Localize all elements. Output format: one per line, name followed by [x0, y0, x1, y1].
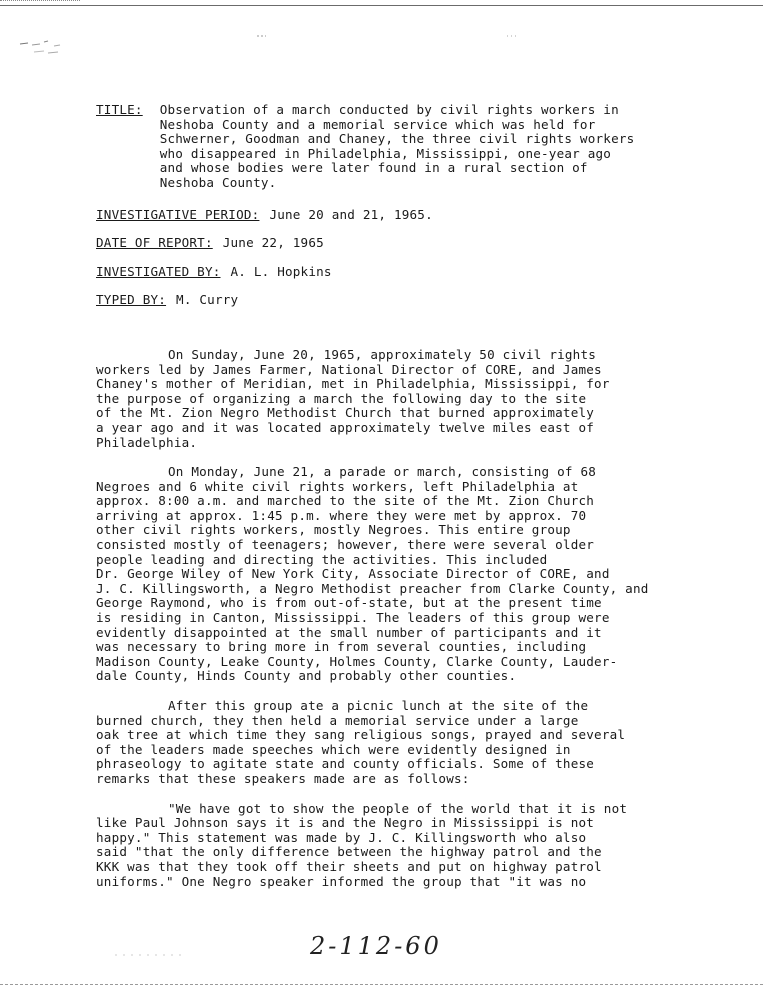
investigated-by-value: A. L. Hopkins: [230, 263, 332, 279]
report-body: [96, 348, 746, 889]
bottom-page-edge-line: [0, 984, 763, 987]
scan-artifact: [113, 952, 193, 958]
date-of-report-label: DATE OF REPORT:: [96, 235, 213, 251]
investigative-period-label: INVESTIGATIVE PERIOD:: [96, 206, 260, 222]
paragraph-speaker-quotes: "We have got to show the people of the world that it is not like Paul Johnson says it is and the Negro in Mississippi is not happy." This statement was made by J. C. Killingsworth who also said "that the only difference between the highway patrol and the KKK was that they took off their sheets and put on highway patrol uniforms." One Negro speaker informed the group that "it was no: [96, 800, 628, 889]
date-of-report-value: June 22, 1965: [222, 235, 324, 251]
date-of-report-field: [96, 236, 746, 251]
typed-by-value: M. Curry: [176, 292, 239, 308]
scan-artifact: [505, 33, 519, 39]
typed-by-label: TYPED BY:: [96, 292, 167, 308]
title-field: [96, 103, 746, 191]
investigated-by-field: [96, 265, 746, 280]
paragraph-memorial-service: After this group ate a picnic lunch at the site of the burned church, they then held a memorial service under a large oak tree at which time they sang religious songs, prayed and several of the leaders made speeches which were evidently designed in phraseology to agitate state and county officials. Some of these remarks that these speakers made are as follows:: [96, 698, 626, 786]
title-label: TITLE:: [96, 102, 143, 117]
handwritten-file-number: 2-112-60: [310, 932, 442, 960]
paragraph-monday-march: On Monday, June 21, a parade or march, consisting of 68 Negroes and 6 white civil rights workers, left Philadelphia at approx. 8:00 a.m. and marched to the site of the Mt. Zion Church arriving at approx. 1:45 p.m. where they were met by approx. 70 other civil rights workers, mostly Negroes. This entire group consisted mostly of teenagers; however, there were several older people leading and directing the activities. This included Dr. George Wiley of New York City, Associate Director of CORE, and J. C. Killingsworth, a Negro Methodist preacher from Clarke County, and George Raymond, who is from out-of-state, but at the present time is residing in Canton, Mississippi. The leaders of this group were evidently disappointed at the small number of participants and it was necessary to bring more in from several counties, including Madison County, Leake County, Holmes County, Clarke County, Lauder- dale County, Hinds County and probably other counties.: [96, 464, 649, 684]
scan-artifact: [255, 33, 269, 39]
top-scan-mark: [0, 0, 80, 3]
paragraph-sunday-meeting: On Sunday, June 20, 1965, approximately 50 civil rights workers led by James Farmer, National Director of CORE, and James Chaney's mother of Meridian, met in Philadelphia, Mississippi, for the purpose of organizing a march the following day to the site of the Mt. Zion Negro Methodist Church that burned approximately a year ago and it was located approximately twelve miles east of Philadelphia.: [96, 346, 610, 450]
title-text: Observation of a march conducted by civil rights workers in Neshoba County and a memorial service which was held for Schwerner, Goodman and Chaney, the three civil rights workers who disappeared in Philadelphia, Mississippi, one-year ago and whose bodies were later found in a rural section of Neshoba County.: [159, 102, 635, 190]
top-page-edge-line: [0, 5, 763, 6]
investigated-by-label: INVESTIGATED BY:: [96, 263, 221, 279]
typed-by-field: [96, 293, 746, 308]
investigative-period-value: June 20 and 21, 1965.: [269, 206, 433, 222]
scan-artifact: [14, 34, 74, 58]
report-document: [96, 103, 746, 904]
investigative-period-field: [96, 208, 746, 223]
